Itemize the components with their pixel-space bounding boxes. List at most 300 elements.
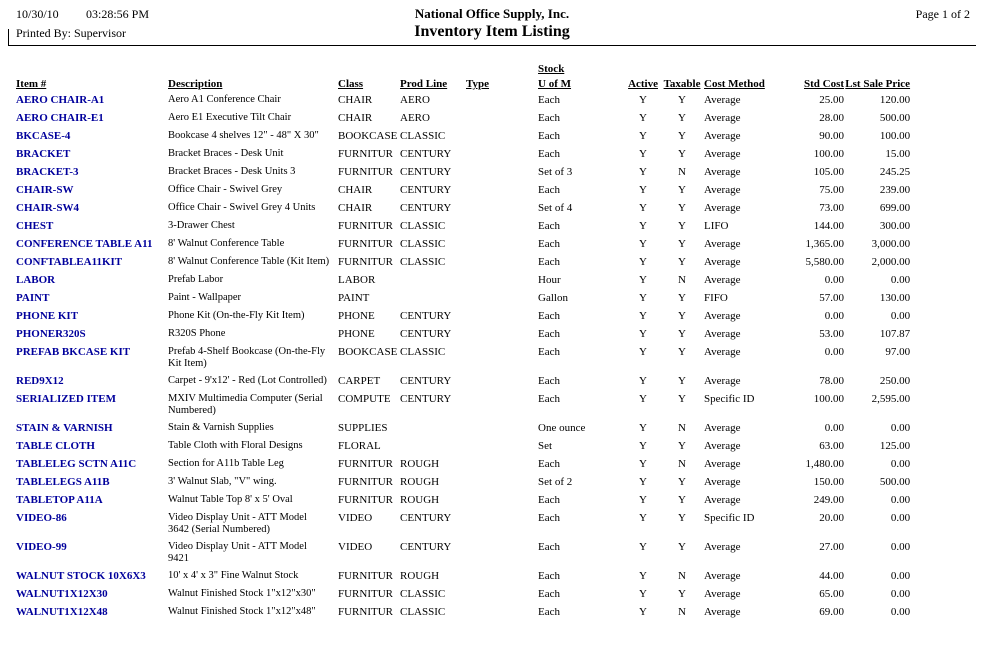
stock-label: Stock (538, 63, 565, 75)
costmethod-cell: Average (704, 94, 741, 106)
active-cell: Y (639, 476, 647, 488)
stdcost-cell: 100.00 (813, 393, 845, 405)
description-cell: MXIV Multimedia Computer (Serial Numbered) (168, 393, 323, 416)
costmethod-cell: Average (704, 494, 741, 506)
taxable-cell: Y (678, 238, 686, 250)
type-cell (466, 92, 538, 110)
description-cell: Prefab Labor (168, 274, 224, 285)
type-cell (466, 373, 538, 391)
prodline-cell: CENTURY (400, 310, 452, 322)
active-cell: Y (639, 422, 647, 434)
taxable-cell: Y (678, 393, 686, 405)
lstsaleprice-cell: 107.87 (879, 328, 911, 340)
stdcost-cell: 105.00 (813, 166, 845, 178)
column-header-prodline: Prod Line (400, 78, 448, 90)
costmethod-cell: Average (704, 274, 741, 286)
active-cell: Y (639, 606, 647, 618)
table-row (16, 164, 910, 182)
class-cell: LABOR (338, 274, 376, 286)
stock-header-row (16, 62, 910, 77)
uofm-cell: Each (538, 148, 561, 160)
taxable-cell: Y (678, 346, 686, 358)
item-id-link[interactable]: PAINT (16, 292, 50, 304)
description-cell: Bracket Braces - Desk Units 3 (168, 166, 296, 177)
prodline-cell: CENTURY (400, 512, 452, 524)
uofm-cell: Set of 4 (538, 202, 573, 214)
prodline-cell: CLASSIC (400, 256, 446, 268)
active-cell: Y (639, 393, 647, 405)
lstsaleprice-cell: 3,000.00 (871, 238, 911, 250)
active-cell: Y (639, 256, 647, 268)
costmethod-cell: Average (704, 588, 741, 600)
lstsaleprice-cell: 300.00 (879, 220, 911, 232)
taxable-cell: N (678, 166, 686, 178)
inventory-table-area (16, 62, 910, 622)
lstsaleprice-cell: 0.00 (890, 588, 911, 600)
stdcost-cell: 90.00 (819, 130, 845, 142)
type-cell (466, 438, 538, 456)
taxable-cell: Y (678, 494, 686, 506)
table-row (16, 110, 910, 128)
prodline-cell: ROUGH (400, 476, 440, 488)
class-cell: PHONE (338, 310, 375, 322)
active-cell: Y (639, 375, 647, 387)
description-cell: Video Display Unit - ATT Model 3642 (Serial Numbered) (168, 512, 307, 535)
costmethod-cell: LIFO (704, 220, 729, 232)
item-id-link[interactable]: CONFERENCE TABLE A11 (16, 238, 153, 250)
lstsaleprice-cell: 0.00 (890, 512, 911, 524)
stdcost-cell: 73.00 (819, 202, 845, 214)
description-cell: Stain & Varnish Supplies (168, 422, 274, 433)
item-id-link[interactable]: TABLELEGS A11B (16, 476, 110, 488)
taxable-cell: Y (678, 256, 686, 268)
active-cell: Y (639, 238, 647, 250)
lstsaleprice-cell: 699.00 (879, 202, 911, 214)
stdcost-cell: 28.00 (819, 112, 845, 124)
lstsaleprice-cell: 245.25 (879, 166, 911, 178)
taxable-cell: N (678, 458, 686, 470)
table-row (16, 510, 910, 539)
uofm-cell: Each (538, 112, 561, 124)
lstsaleprice-cell: 2,000.00 (871, 256, 911, 268)
stdcost-cell: 53.00 (819, 328, 845, 340)
costmethod-cell: Average (704, 570, 741, 582)
taxable-cell: Y (678, 130, 686, 142)
uofm-cell: Each (538, 94, 561, 106)
type-cell (466, 236, 538, 254)
table-row (16, 539, 910, 568)
active-cell: Y (639, 494, 647, 506)
stdcost-cell: 5,580.00 (805, 256, 845, 268)
item-id-link[interactable]: WALNUT STOCK 10X6X3 (16, 570, 146, 582)
costmethod-cell: Average (704, 541, 741, 553)
lstsaleprice-cell: 500.00 (879, 476, 911, 488)
uofm-cell: Each (538, 220, 561, 232)
class-cell: SUPPLIES (338, 422, 388, 434)
uofm-cell: Each (538, 458, 561, 470)
class-cell: CHAIR (338, 184, 373, 196)
type-cell (466, 604, 538, 622)
type-cell (466, 218, 538, 236)
uofm-cell: Each (538, 310, 561, 322)
lstsaleprice-cell: 2,595.00 (871, 393, 911, 405)
description-cell: Carpet - 9'x12' - Red (Lot Controlled) (168, 375, 327, 386)
stdcost-cell: 150.00 (813, 476, 845, 488)
prodline-cell: CLASSIC (400, 130, 446, 142)
class-cell: BOOKCASE (338, 130, 398, 142)
type-cell (466, 182, 538, 200)
table-row (16, 420, 910, 438)
item-id-link[interactable]: AERO CHAIR-A1 (16, 94, 105, 106)
header-left-tick (8, 29, 9, 45)
description-cell: Phone Kit (On-the-Fly Kit Item) (168, 310, 305, 321)
costmethod-cell: Specific ID (704, 393, 755, 405)
lstsaleprice-cell: 0.00 (890, 570, 911, 582)
prodline-cell: CENTURY (400, 166, 452, 178)
costmethod-cell: Average (704, 310, 741, 322)
description-cell: Paint - Wallpaper (168, 292, 242, 303)
table-row (16, 568, 910, 586)
description-cell: Walnut Finished Stock 1"x12"x30" (168, 588, 316, 599)
report-date: 10/30/10 (16, 7, 59, 21)
type-cell (466, 272, 538, 290)
taxable-cell: Y (678, 476, 686, 488)
description-cell: Aero E1 Executive Tilt Chair (168, 112, 292, 123)
item-id-link[interactable]: WALNUT1X12X48 (16, 606, 108, 618)
table-row (16, 438, 910, 456)
lstsaleprice-cell: 0.00 (890, 541, 911, 553)
table-row (16, 474, 910, 492)
prodline-cell: ROUGH (400, 570, 440, 582)
item-id-link[interactable]: BRACKET (16, 148, 71, 160)
costmethod-cell: Average (704, 112, 741, 124)
class-cell: BOOKCASE (338, 346, 398, 358)
taxable-cell: Y (678, 588, 686, 600)
prodline-cell: ROUGH (400, 458, 440, 470)
item-id-link[interactable]: CONFTABLEA11KIT (16, 256, 123, 268)
class-cell: FURNITUR (338, 238, 394, 250)
costmethod-cell: Average (704, 148, 741, 160)
class-cell: PHONE (338, 328, 375, 340)
class-cell: FURNITUR (338, 494, 394, 506)
table-row (16, 308, 910, 326)
taxable-cell: N (678, 422, 686, 434)
uofm-cell: Set (538, 440, 553, 452)
prodline-cell: CLASSIC (400, 346, 446, 358)
costmethod-cell: Average (704, 458, 741, 470)
class-cell: FURNITUR (338, 220, 394, 232)
active-cell: Y (639, 148, 647, 160)
prodline-cell (400, 438, 466, 456)
description-cell: Prefab 4-Shelf Bookcase (On-the-Fly Kit Item) (168, 346, 326, 369)
prodline-cell: CENTURY (400, 202, 452, 214)
prodline-cell (400, 272, 466, 290)
uofm-cell: Each (538, 328, 561, 340)
item-id-link[interactable]: PHONE KIT (16, 310, 79, 322)
column-header-taxable: Taxable (663, 78, 701, 90)
item-id-link[interactable]: LABOR (16, 274, 56, 286)
stdcost-cell: 25.00 (819, 94, 845, 106)
description-cell: 8' Walnut Conference Table (Kit Item) (168, 256, 330, 267)
item-id-link[interactable]: CHAIR-SW (16, 184, 74, 196)
description-cell: Walnut Table Top 8' x 5' Oval (168, 494, 293, 505)
class-cell: CHAIR (338, 112, 373, 124)
column-header-stock (538, 62, 626, 77)
description-cell: 8' Walnut Conference Table (168, 238, 285, 249)
lstsaleprice-cell: 500.00 (879, 112, 911, 124)
active-cell: Y (639, 512, 647, 524)
uofm-cell: Each (538, 375, 561, 387)
active-cell: Y (639, 130, 647, 142)
column-header-item: Item # (16, 78, 47, 90)
taxable-cell: Y (678, 310, 686, 322)
table-row (16, 182, 910, 200)
prodline-cell: CLASSIC (400, 238, 446, 250)
type-cell (466, 568, 538, 586)
item-id-link[interactable]: CHEST (16, 220, 54, 232)
type-cell (466, 510, 538, 539)
class-cell: FURNITUR (338, 570, 394, 582)
stdcost-cell: 100.00 (813, 148, 845, 160)
item-id-link[interactable]: TABLE CLOTH (16, 440, 95, 452)
item-id-link[interactable]: PHONER320S (16, 328, 86, 340)
costmethod-cell: Average (704, 606, 741, 618)
lstsaleprice-cell: 0.00 (890, 606, 911, 618)
type-cell (466, 420, 538, 438)
description-cell: Walnut Finished Stock 1"x12"x48" (168, 606, 316, 617)
column-header-lstsaleprice: Lst Sale Price (845, 78, 911, 90)
report-title: Inventory Item Listing (414, 23, 570, 40)
costmethod-cell: FIFO (704, 292, 728, 304)
active-cell: Y (639, 292, 647, 304)
item-id-link[interactable]: BKCASE-4 (16, 130, 71, 142)
prodline-cell: CENTURY (400, 148, 452, 160)
page-number-label: Page 1 of 2 (915, 7, 970, 21)
active-cell: Y (639, 274, 647, 286)
class-cell: CARPET (338, 375, 381, 387)
table-row (16, 604, 910, 622)
item-id-link[interactable]: TABLELEG SCTN A11C (16, 458, 137, 470)
uofm-cell: Each (538, 570, 561, 582)
taxable-cell: Y (678, 541, 686, 553)
class-cell: PAINT (338, 292, 370, 304)
item-id-link[interactable]: BRACKET-3 (16, 166, 79, 178)
lstsaleprice-cell: 97.00 (885, 346, 911, 358)
active-cell: Y (639, 570, 647, 582)
item-id-link[interactable]: SERIALIZED ITEM (16, 393, 116, 405)
costmethod-cell: Average (704, 130, 741, 142)
type-cell (466, 308, 538, 326)
column-header-stdcost: Std Cost (803, 78, 845, 90)
class-cell: VIDEO (338, 541, 373, 553)
uofm-cell: Each (538, 130, 561, 142)
table-row (16, 373, 910, 391)
uofm-cell: Each (538, 184, 561, 196)
taxable-cell: Y (678, 292, 686, 304)
active-cell: Y (639, 440, 647, 452)
active-cell: Y (639, 112, 647, 124)
stdcost-cell: 144.00 (813, 220, 845, 232)
active-cell: Y (639, 202, 647, 214)
item-id-link[interactable]: TABLETOP A11A (16, 494, 103, 506)
class-cell: VIDEO (338, 512, 373, 524)
type-cell (466, 254, 538, 272)
lstsaleprice-cell: 239.00 (879, 184, 911, 196)
table-row (16, 254, 910, 272)
lstsaleprice-cell: 120.00 (879, 94, 911, 106)
description-cell: 10' x 4' x 3" Fine Walnut Stock (168, 570, 299, 581)
active-cell: Y (639, 541, 647, 553)
description-cell: Office Chair - Swivel Grey (168, 184, 283, 195)
table-row (16, 236, 910, 254)
lstsaleprice-cell: 0.00 (890, 274, 911, 286)
active-cell: Y (639, 310, 647, 322)
taxable-cell: Y (678, 328, 686, 340)
stdcost-cell: 63.00 (819, 440, 845, 452)
table-row (16, 200, 910, 218)
uofm-cell: Set of 3 (538, 166, 573, 178)
costmethod-cell: Average (704, 256, 741, 268)
costmethod-cell: Specific ID (704, 512, 755, 524)
description-cell: Video Display Unit - ATT Model 9421 (168, 541, 307, 564)
active-cell: Y (639, 184, 647, 196)
header-rule (8, 45, 976, 46)
uofm-cell: Each (538, 346, 561, 358)
description-cell: 3' Walnut Slab, "V" wing. (168, 476, 277, 487)
column-header-uofm: U of M (538, 78, 572, 90)
active-cell: Y (639, 346, 647, 358)
table-row (16, 146, 910, 164)
active-cell: Y (639, 166, 647, 178)
prodline-cell: CENTURY (400, 375, 452, 387)
prodline-cell: CLASSIC (400, 588, 446, 600)
printed-by-label: Printed By: Supervisor (16, 26, 126, 40)
type-cell (466, 391, 538, 420)
description-cell: 3-Drawer Chest (168, 220, 235, 231)
table-row (16, 272, 910, 290)
lstsaleprice-cell: 0.00 (890, 458, 911, 470)
uofm-cell: Set of 2 (538, 476, 573, 488)
costmethod-cell: Average (704, 440, 741, 452)
taxable-cell: Y (678, 202, 686, 214)
prodline-cell: CENTURY (400, 541, 452, 553)
taxable-cell: Y (678, 94, 686, 106)
report-time: 03:28:56 PM (86, 7, 150, 21)
stdcost-cell: 1,365.00 (805, 238, 845, 250)
prodline-cell (400, 290, 466, 308)
table-row (16, 128, 910, 146)
stdcost-cell: 65.00 (819, 588, 845, 600)
prodline-cell: AERO (400, 112, 430, 124)
lstsaleprice-cell: 0.00 (890, 494, 911, 506)
taxable-cell: Y (678, 184, 686, 196)
stdcost-cell: 27.00 (819, 541, 845, 553)
table-row (16, 326, 910, 344)
description-cell: Bookcase 4 shelves 12" - 48" X 30" (168, 130, 319, 141)
stdcost-cell: 44.00 (819, 570, 845, 582)
class-cell: CHAIR (338, 202, 373, 214)
table-row (16, 92, 910, 110)
type-cell (466, 456, 538, 474)
column-header-class: Class (338, 78, 364, 90)
header-spacer (626, 62, 910, 77)
stdcost-cell: 1,480.00 (805, 458, 845, 470)
taxable-cell: N (678, 274, 686, 286)
type-cell (466, 200, 538, 218)
table-row (16, 456, 910, 474)
stdcost-cell: 0.00 (824, 422, 845, 434)
uofm-cell: Each (538, 541, 561, 553)
description-cell: Aero A1 Conference Chair (168, 94, 281, 105)
costmethod-cell: Average (704, 346, 741, 358)
item-id-link[interactable]: AERO CHAIR-E1 (16, 112, 104, 124)
costmethod-cell: Average (704, 375, 741, 387)
class-cell: FURNITUR (338, 476, 394, 488)
description-cell: Section for A11b Table Leg (168, 458, 284, 469)
type-cell (466, 146, 538, 164)
uofm-cell: One ounce (538, 422, 586, 434)
item-id-link[interactable]: PREFAB BKCASE KIT (16, 346, 131, 358)
item-id-link[interactable]: RED9X12 (16, 375, 64, 387)
prodline-cell: CENTURY (400, 393, 452, 405)
class-cell: FLORAL (338, 440, 381, 452)
prodline-cell: ROUGH (400, 494, 440, 506)
item-id-link[interactable]: CHAIR-SW4 (16, 202, 79, 214)
prodline-cell: AERO (400, 94, 430, 106)
costmethod-cell: Average (704, 202, 741, 214)
type-cell (466, 290, 538, 308)
class-cell: FURNITUR (338, 148, 394, 160)
item-id-link[interactable]: VIDEO-99 (16, 541, 67, 553)
costmethod-cell: Average (704, 328, 741, 340)
costmethod-cell: Average (704, 184, 741, 196)
table-row (16, 344, 910, 373)
type-cell (466, 326, 538, 344)
table-row (16, 218, 910, 236)
table-row (16, 586, 910, 604)
stdcost-cell: 57.00 (819, 292, 845, 304)
taxable-cell: Y (678, 440, 686, 452)
active-cell: Y (639, 328, 647, 340)
column-header-type: Type (466, 78, 490, 90)
uofm-cell: Each (538, 393, 561, 405)
class-cell: COMPUTE (338, 393, 391, 405)
item-id-link[interactable]: VIDEO-86 (16, 512, 67, 524)
class-cell: CHAIR (338, 94, 373, 106)
lstsaleprice-cell: 0.00 (890, 310, 911, 322)
description-cell: Office Chair - Swivel Grey 4 Units (168, 202, 316, 213)
prodline-cell: CENTURY (400, 328, 452, 340)
class-cell: FURNITUR (338, 588, 394, 600)
stdcost-cell: 0.00 (824, 346, 845, 358)
uofm-cell: Hour (538, 274, 561, 286)
item-id-link[interactable]: WALNUT1X12X30 (16, 588, 108, 600)
stdcost-cell: 20.00 (819, 512, 845, 524)
uofm-cell: Gallon (538, 292, 568, 304)
type-cell (466, 164, 538, 182)
column-header-active: Active (628, 78, 658, 90)
costmethod-cell: Average (704, 476, 741, 488)
active-cell: Y (639, 458, 647, 470)
item-id-link[interactable]: STAIN & VARNISH (16, 422, 113, 434)
column-header-costmethod: Cost Method (704, 78, 765, 90)
uofm-cell: Each (538, 512, 561, 524)
stdcost-cell: 69.00 (819, 606, 845, 618)
taxable-cell: N (678, 606, 686, 618)
table-row (16, 391, 910, 420)
taxable-cell: Y (678, 512, 686, 524)
prodline-cell: CLASSIC (400, 220, 446, 232)
